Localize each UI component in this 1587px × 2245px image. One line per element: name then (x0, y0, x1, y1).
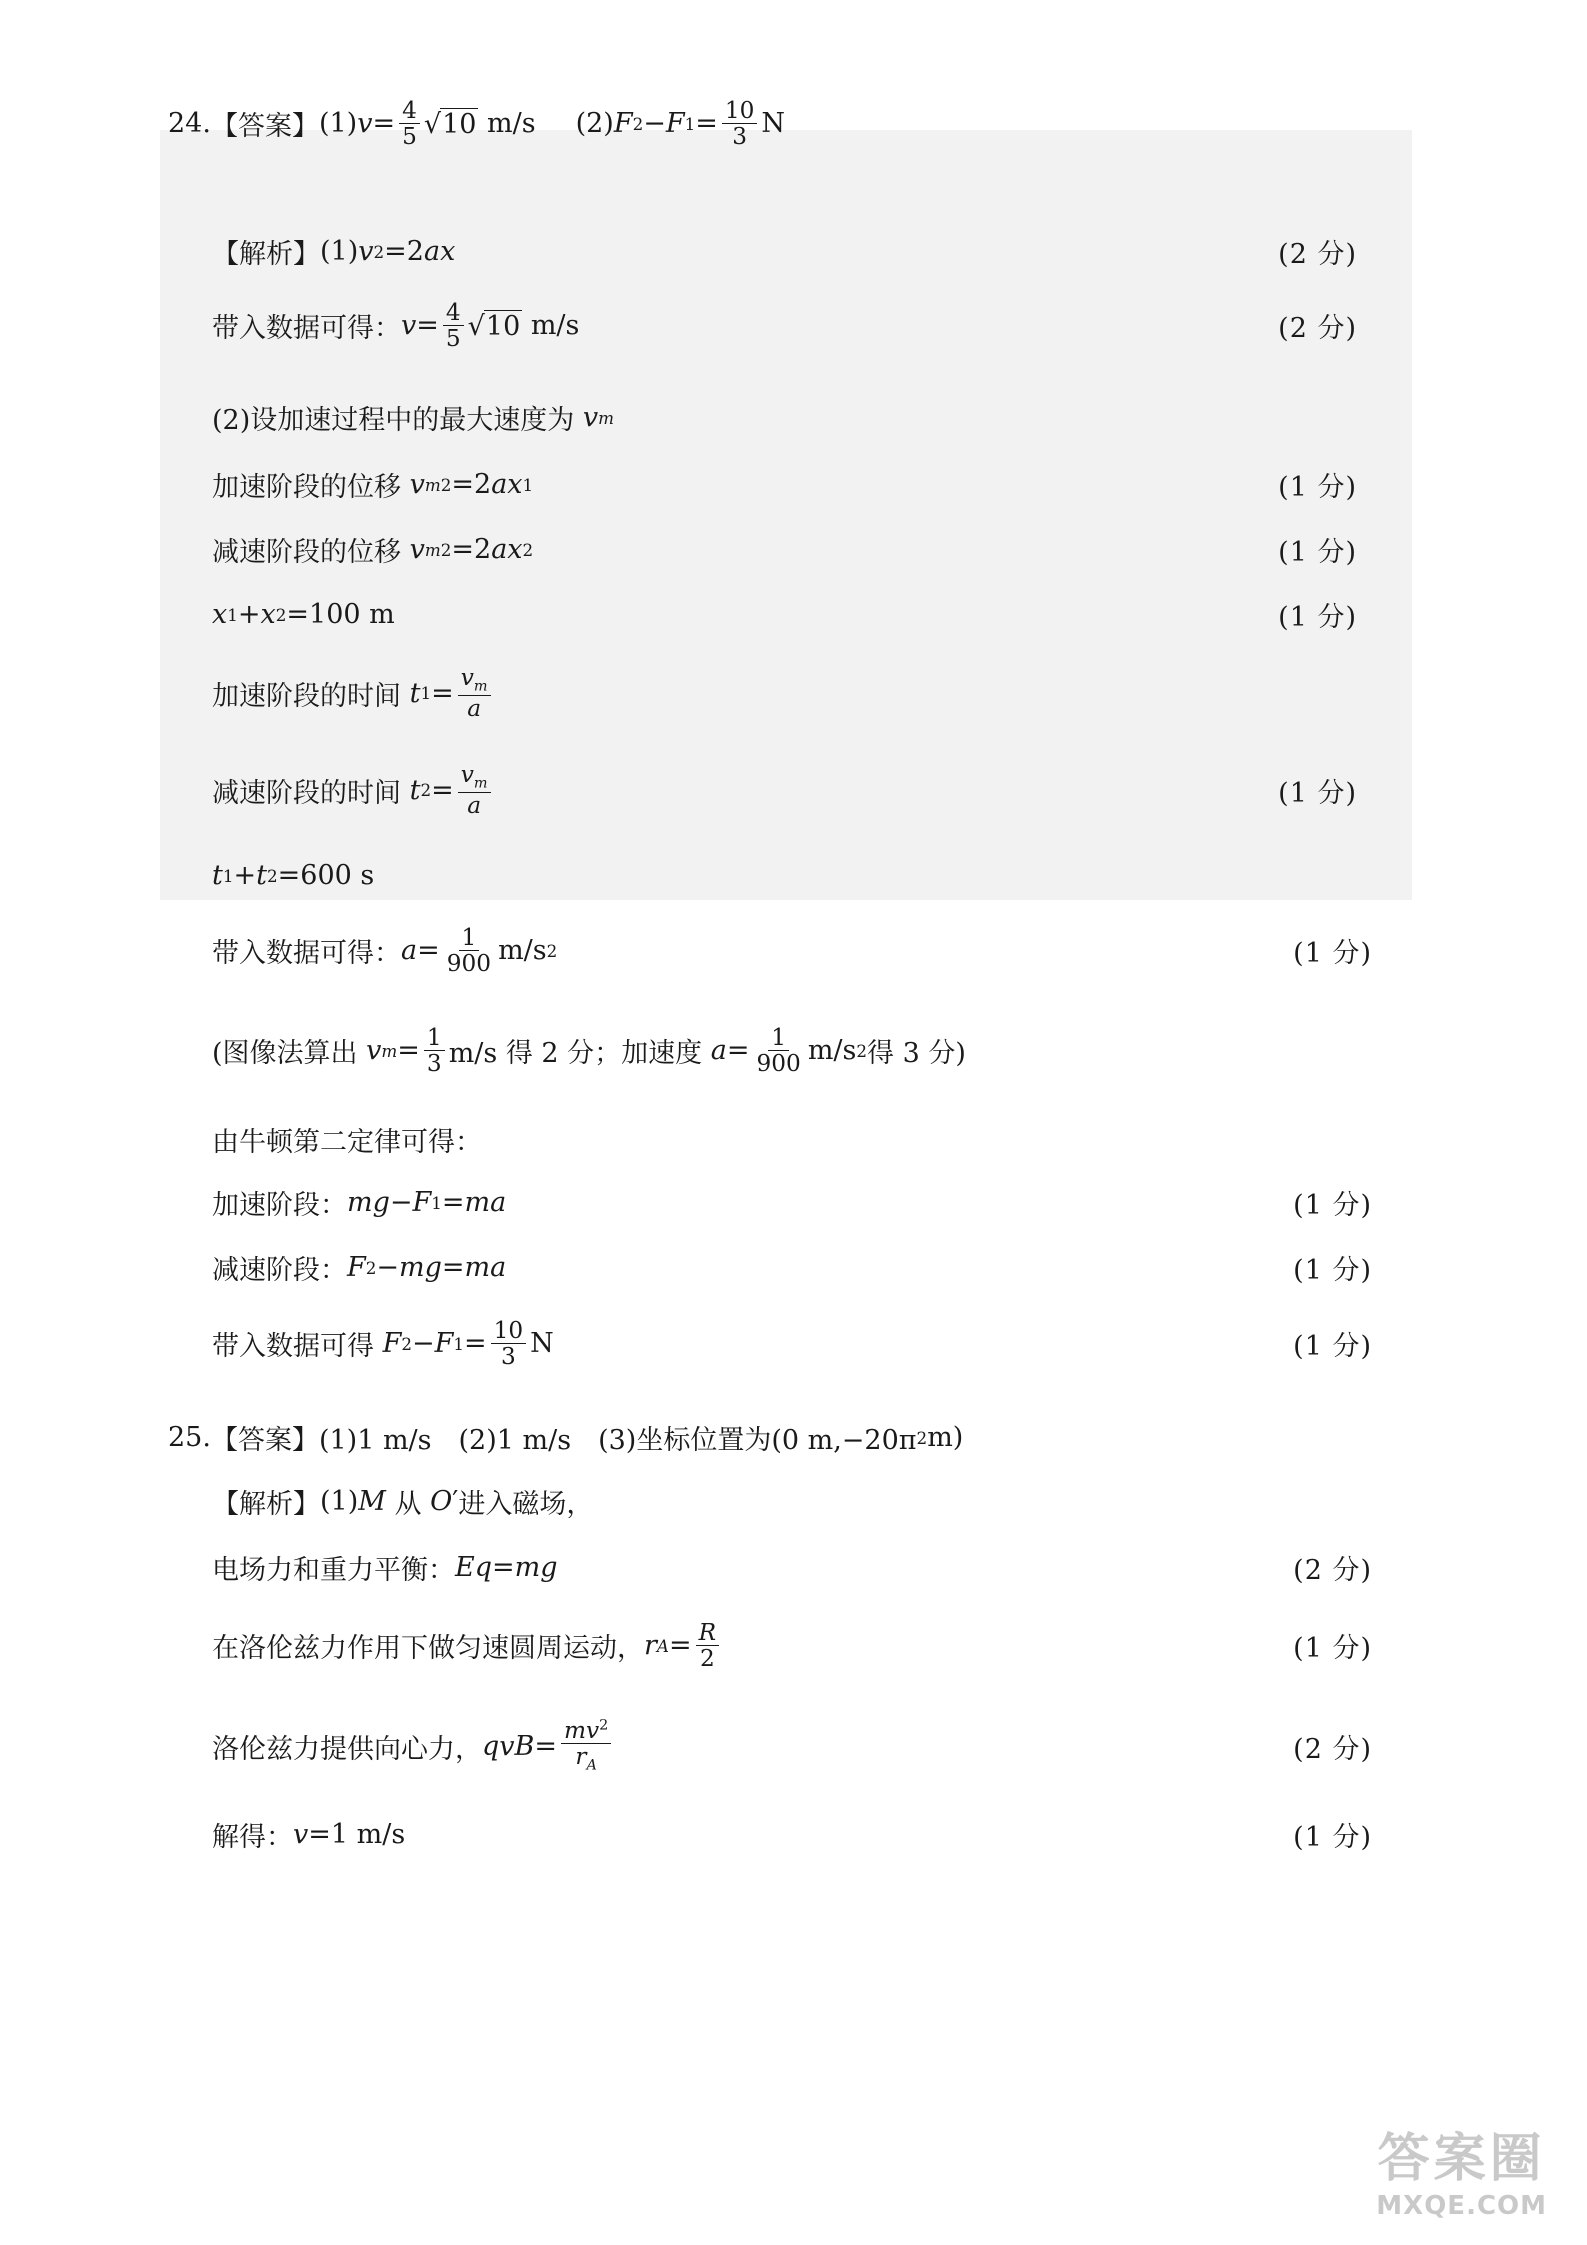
q24-analysis-line-5: 减速阶段的位移 v m 2 =2 ax 2 (1 分) (212, 530, 1357, 569)
score: (1 分) (1293, 1633, 1372, 1665)
q25-analysis-line-3: 在洛伦兹力作用下做匀速圆周运动， r A = $\frac{R}{2}$ (1 分) (212, 1619, 1372, 1673)
q24-analysis-line-10: 带入数据可得： a = $\frac{1}{900}$ m/s 2 (1 分) (212, 924, 1372, 978)
watermark-logo: 答案圈 MXQE.COM (1376, 2129, 1547, 2221)
q25-analysis-line-2: 电场力和重力平衡： Eq = mg (2 分) (212, 1548, 1372, 1587)
score: (1 分) (1293, 938, 1372, 970)
q24-analysis-line-4: 加速阶段的位移 v m 2 =2 ax 1 (1 分) (212, 465, 1357, 504)
q24-analysis-line-8: 减速阶段的时间 t 2 = $\frac{v_m}{a}$ (1 分) (212, 761, 1357, 820)
score: (1 分) (1293, 1331, 1372, 1363)
q24-final-line: 带入数据可得 F 2 − F 1 = $\frac{10}{3}$ N (1 分) (212, 1317, 1372, 1371)
score: (1 分) (1278, 537, 1357, 568)
score: (1 分) (1278, 777, 1357, 809)
score: (1 分) (1293, 1255, 1372, 1286)
q24-analysis-line-2: 带入数据可得： v = $\frac{4}{5}$ √ 10 m/s (2 分) (212, 299, 1357, 353)
score: (2 分) (1293, 1555, 1372, 1586)
analysis-tag: 【解析】 (212, 239, 320, 270)
score: (2 分) (1293, 1733, 1372, 1765)
score: (2 分) (1278, 239, 1357, 270)
q24-decel-phase-line: 减速阶段： F 2 − mg = ma (1 分) (212, 1248, 1372, 1287)
answer-tag: 【答案】 (210, 1425, 319, 1456)
score: (1 分) (1278, 602, 1357, 633)
score: (1 分) (1293, 1190, 1372, 1221)
q24-answer-line: 24. 【答案】 (1) v = $\frac{4}{5}$ √ 10 m/s (2) F 2 − F 1 = $\frac{10}{3}$ N (168, 97, 786, 151)
q24-analysis-line-6: x 1 + x 2 = 100 m (1 分) (212, 595, 1357, 634)
q24-analysis-line-3: (2)设加速过程中的最大速度为 v m (212, 402, 614, 436)
q25-analysis-line-5: 解得： v =1 m/s (1 分) (212, 1815, 1372, 1854)
question-number: 25. (168, 1422, 211, 1453)
q24-accel-phase-line: 加速阶段： mg − F 1 = ma (1 分) (212, 1183, 1372, 1222)
analysis-tag: 【解析】 (212, 1489, 320, 1520)
answer-tag: 【答案】 (210, 111, 319, 143)
q24-analysis-line-1: 【解析】 (1) v 2 =2 ax (2 分) (212, 232, 1357, 271)
score: (2 分) (1278, 313, 1357, 345)
question-number: 24. (168, 108, 211, 140)
q25-answer-line: 25. 【答案】 (1)1 m/s (2)1 m/s (3)坐标位置为(0 m,−20π 2 m) (168, 1418, 1357, 1457)
score: (1 分) (1293, 1822, 1372, 1853)
q25-analysis-line-4: 洛伦兹力提供向心力， qvB = $\frac{mv^2}{r_A}$ (2 分) (212, 1717, 1372, 1774)
score: (1 分) (1278, 472, 1357, 503)
q25-analysis-line-1: 【解析】 (1) M 从 O ′ 进入磁场， (212, 1482, 1372, 1521)
q24-newton-line: 由牛顿第二定律可得： (212, 1127, 482, 1158)
q24-analysis-line-9: t 1 + t 2 = 600 s (212, 860, 375, 891)
q24-analysis-line-7: 加速阶段的时间 t 1 = $\frac{v_m}{a}$ (212, 665, 1357, 721)
q24-graph-method-note: (图像法算出 v m = $\frac{1}{3}$ m/s 得 2 分；加速度 a = $\frac{1}{900}$ m/s 2 得 3 分) (212, 1024, 966, 1078)
